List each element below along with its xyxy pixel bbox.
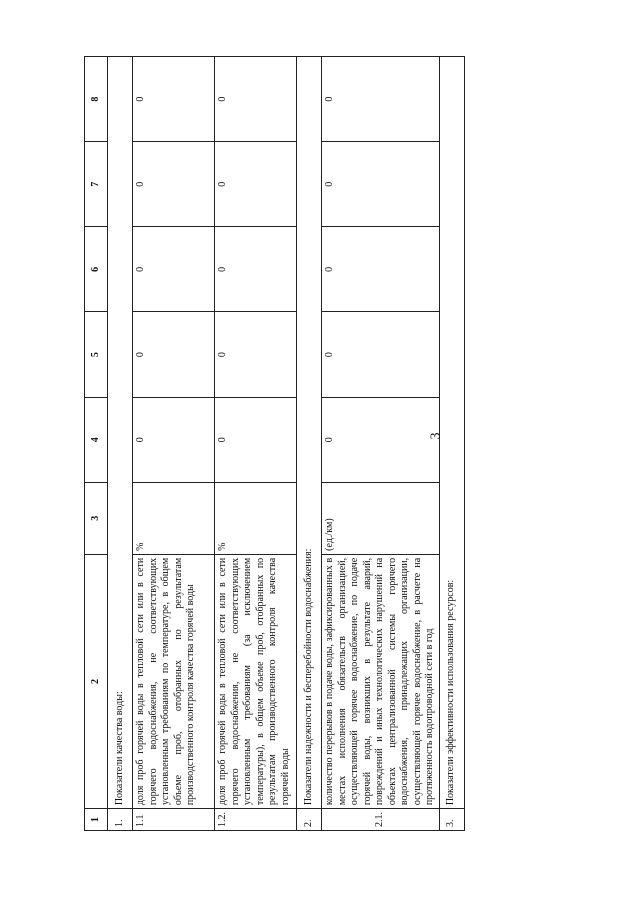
section-number: 3. <box>439 809 464 831</box>
table-row <box>133 57 215 831</box>
row-unit: % <box>133 482 215 554</box>
section-title: Показатели качества воды: <box>108 57 133 809</box>
table-row <box>215 57 297 831</box>
section-title: Показатели надежности и бесперебойности водоснабжения: <box>297 57 322 809</box>
row-value: 0 <box>133 57 215 142</box>
row-value: 0 <box>215 142 297 227</box>
row-number: 1.2. <box>215 809 297 831</box>
row-value: 0 <box>133 227 215 312</box>
header-cell: 5 <box>85 312 108 397</box>
row-value: 0 <box>215 227 297 312</box>
row-value: 0 <box>133 142 215 227</box>
rotated-table-container <box>84 56 457 831</box>
row-value: 0 <box>322 227 440 312</box>
row-number: 2.1. <box>322 809 440 831</box>
section-row <box>108 57 133 831</box>
section-title: Показатели эффективности использования ресурсов: <box>439 57 464 809</box>
header-cell: 2 <box>85 554 108 808</box>
row-value: 0 <box>322 142 440 227</box>
row-value: 0 <box>215 397 297 482</box>
header-cell: 6 <box>85 227 108 312</box>
header-cell: 7 <box>85 142 108 227</box>
row-unit: (ед./км) <box>322 482 440 554</box>
row-value: 0 <box>322 57 440 142</box>
row-number: 1.1 <box>133 809 215 831</box>
row-value: 0 <box>215 312 297 397</box>
page-number: 3 <box>428 432 444 440</box>
header-cell: 8 <box>85 57 108 142</box>
indicators-table <box>84 56 465 831</box>
section-number: 2. <box>297 809 322 831</box>
row-unit: % <box>215 482 297 554</box>
row-value: 0 <box>133 397 215 482</box>
row-value: 0 <box>322 397 440 482</box>
row-description: доля проб горячей воды в тепловой сети или в сети горячего водоснабжения, не соответствующих установленным требованиям (за исключением температуры), в общем объеме проб, отобранных по результатам производственного контроля качества горячей воды <box>215 554 297 808</box>
row-value: 0 <box>133 312 215 397</box>
section-number: 1. <box>108 809 133 831</box>
header-row <box>85 57 108 831</box>
section-row <box>439 57 464 831</box>
table-row <box>322 57 440 831</box>
row-description: количество перерывов в подаче воды, зафиксированных в местах исполнения обязательств организацией, осуществляющей горячее водоснабжение, по подаче горячей воды, возникших в результате аварий, повреждений и иных технологических нарушений на объектах централизованной системы горячего водоснабжения, принадлежащих организации, осуществляющей горячее водоснабжение, в расчете на протяженность водопроводной сети в год <box>322 554 440 808</box>
row-value: 0 <box>322 312 440 397</box>
section-row <box>297 57 322 831</box>
header-cell: 1 <box>85 809 108 831</box>
header-cell: 3 <box>85 482 108 554</box>
header-cell: 4 <box>85 397 108 482</box>
row-description: доля проб горячей воды в тепловой сети или в сети горячего водоснабжения, не соответствующих установленным требованиям по температуре, в общем объеме проб, отобранных по результатам производственного контроля качества горячей воды <box>133 554 215 808</box>
row-value: 0 <box>215 57 297 142</box>
